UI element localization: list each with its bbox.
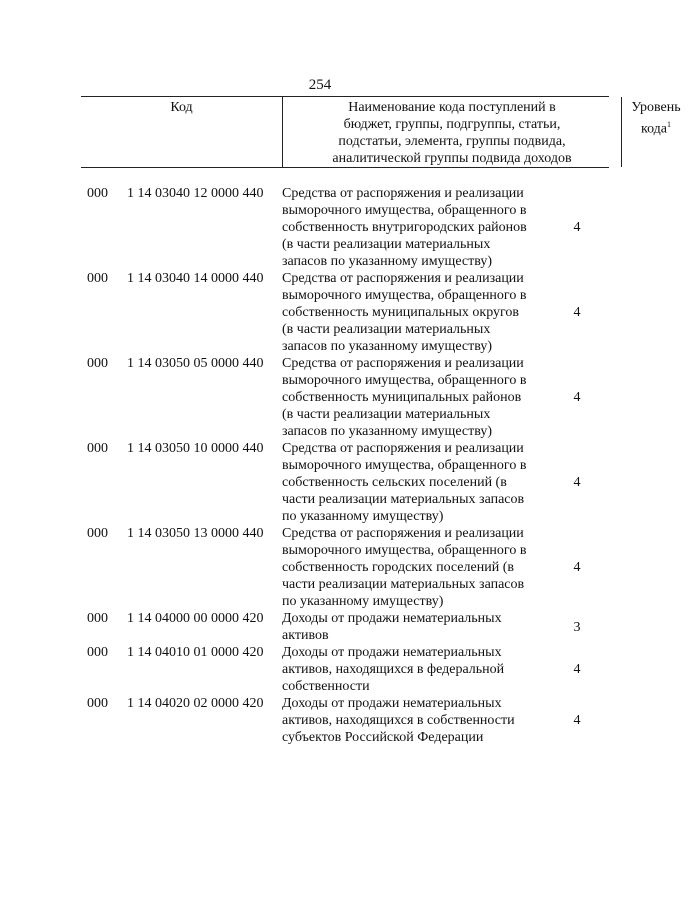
page-number: 254: [308, 77, 332, 93]
income-name: [282, 440, 539, 525]
admin-code: 000: [87, 441, 108, 456]
income-name-line: собственности: [282, 679, 370, 694]
table-row: [87, 440, 607, 525]
income-name-line: выморочного имущества, обращенного в: [282, 203, 527, 218]
income-name-line: (в части реализации материальных: [282, 407, 491, 422]
admin-code: 000: [87, 186, 108, 201]
income-name-line: Средства от распоряжения и реализации: [282, 186, 524, 201]
income-name-line: выморочного имущества, обращенного в: [282, 543, 527, 558]
income-name-line: субъектов Российской Федерации: [282, 730, 484, 745]
code-level: 4: [573, 390, 581, 405]
header-name-line: Наименование кода поступлений в: [348, 100, 556, 115]
header-name-line: подстатьи, элемента, группы подвида,: [338, 134, 566, 149]
code-level: 4: [573, 475, 581, 490]
header-level-line1: Уровень: [631, 100, 681, 115]
code-level: 3: [573, 620, 581, 635]
income-name-line: выморочного имущества, обращенного в: [282, 373, 527, 388]
income-name: [282, 270, 539, 355]
admin-code: 000: [87, 271, 108, 286]
income-name-line: Средства от распоряжения и реализации: [282, 526, 524, 541]
admin-code: 000: [87, 645, 108, 660]
income-name-line: Средства от распоряжения и реализации: [282, 441, 524, 456]
income-name-line: собственность сельских поселений (в: [282, 475, 507, 490]
admin-code: 000: [87, 611, 108, 626]
table-header: [81, 96, 681, 168]
income-name-line: выморочного имущества, обращенного в: [282, 458, 527, 473]
code-level: 4: [573, 662, 581, 677]
table-row: [87, 270, 607, 355]
income-name-line: Средства от распоряжения и реализации: [282, 356, 524, 371]
income-name-line: собственность муниципальных районов: [282, 390, 522, 405]
income-name-line: Доходы от продажи нематериальных: [282, 645, 502, 660]
income-code: 1 14 04010 01 0000 420: [127, 645, 264, 660]
income-name: [282, 525, 539, 610]
income-name: [282, 185, 539, 270]
income-code: 1 14 03050 05 0000 440: [127, 356, 264, 371]
income-name-line: по указанному имуществу): [282, 594, 444, 609]
header-level: [622, 97, 690, 167]
income-name: [282, 644, 539, 695]
table-row: [87, 355, 607, 440]
income-code: 1 14 04020 02 0000 420: [127, 696, 264, 711]
income-code: 1 14 04000 00 0000 420: [127, 611, 264, 626]
header-level-line2: [622, 116, 690, 138]
income-name: [282, 610, 539, 644]
code-level: 4: [573, 305, 581, 320]
income-name-line: активов: [282, 628, 329, 643]
income-name-line: запасов по указанному имуществу): [282, 339, 493, 354]
income-name: [282, 355, 539, 440]
income-name-line: собственность муниципальных округов: [282, 305, 520, 320]
income-name-line: (в части реализации материальных: [282, 237, 491, 252]
income-name-line: по указанному имуществу): [282, 509, 444, 524]
income-name-line: запасов по указанному имуществу): [282, 424, 493, 439]
income-name-line: Средства от распоряжения и реализации: [282, 271, 524, 286]
table-body: [87, 185, 607, 746]
income-name-line: выморочного имущества, обращенного в: [282, 288, 527, 303]
admin-code: 000: [87, 526, 108, 541]
table-row: [87, 610, 607, 644]
income-name-line: активов, находящихся в федеральной: [282, 662, 505, 677]
header-level-text: кода: [640, 121, 668, 137]
table-row: [87, 695, 607, 746]
income-code: 1 14 03040 12 0000 440: [127, 186, 264, 201]
code-level: 4: [573, 713, 581, 728]
code-level: 4: [573, 560, 581, 575]
income-name-line: собственность внутригородских районов: [282, 220, 527, 235]
income-name-line: запасов по указанному имуществу): [282, 254, 493, 269]
income-name: [282, 695, 539, 746]
header-code: Код: [170, 100, 193, 115]
table-row: [87, 185, 607, 270]
income-code: 1 14 03050 10 0000 440: [127, 441, 264, 456]
income-name-line: Доходы от продажи нематериальных: [282, 696, 502, 711]
header-name-line: аналитической группы подвида доходов: [332, 151, 572, 166]
income-code: 1 14 03040 14 0000 440: [127, 271, 264, 286]
income-name-line: Доходы от продажи нематериальных: [282, 611, 502, 626]
header-name: [282, 97, 622, 167]
income-name-line: собственность городских поселений (в: [282, 560, 514, 575]
admin-code: 000: [87, 696, 108, 711]
income-name-line: (в части реализации материальных: [282, 322, 491, 337]
table-row: [87, 644, 607, 695]
income-code: 1 14 03050 13 0000 440: [127, 526, 264, 541]
code-level: 4: [573, 220, 581, 235]
footnote-mark: 1: [667, 120, 672, 129]
table-row: [87, 525, 607, 610]
income-name-line: активов, находящихся в собственности: [282, 713, 515, 728]
header-name-line: бюджет, группы, подгруппы, статьи,: [343, 117, 561, 132]
income-name-line: части реализации материальных запасов: [282, 577, 525, 592]
admin-code: 000: [87, 356, 108, 371]
income-name-line: части реализации материальных запасов: [282, 492, 525, 507]
